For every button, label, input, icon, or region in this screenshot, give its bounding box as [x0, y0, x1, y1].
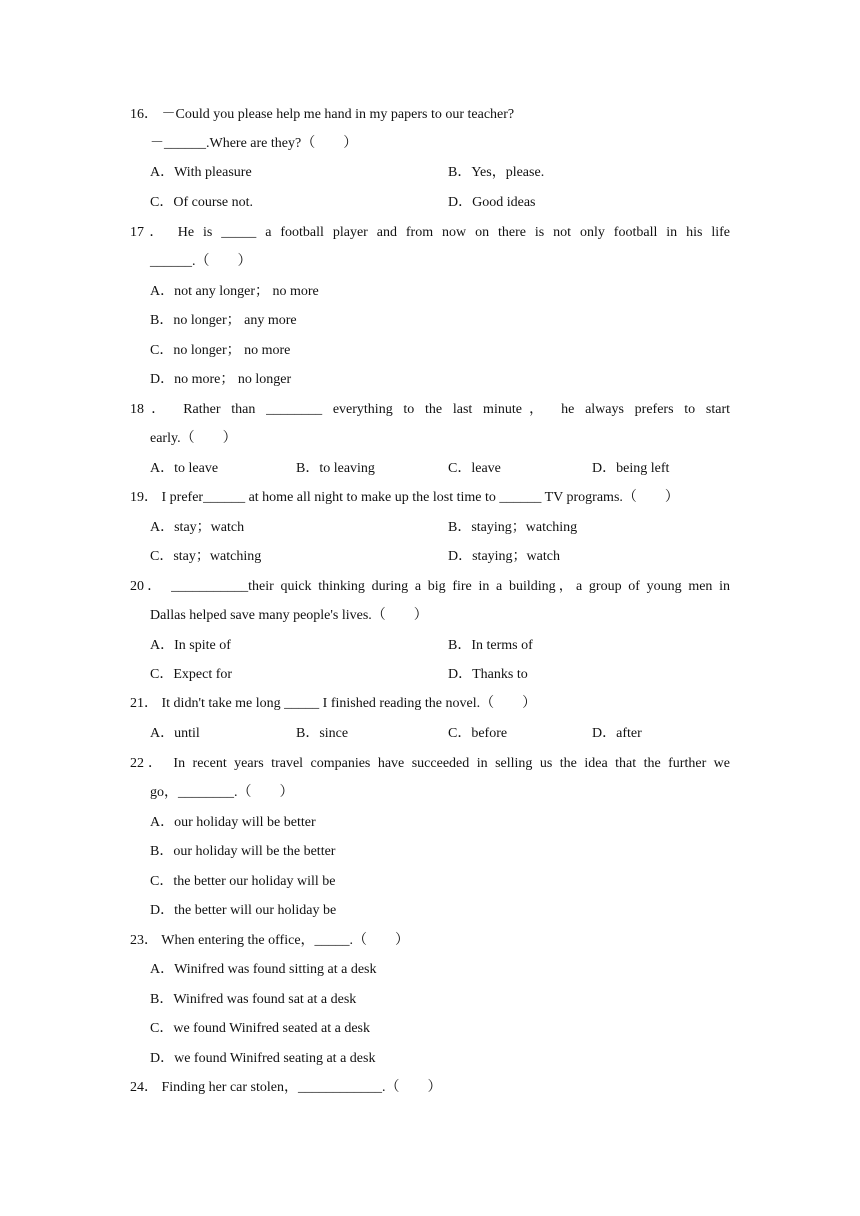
option-c: C．stay；watching [150, 549, 262, 564]
option-b: B．In terms of [448, 638, 533, 653]
question-16-stem [130, 106, 514, 124]
question-22-stem-line-2: go，________.（ ） [150, 785, 294, 800]
option-a: A．In spite of [150, 638, 231, 653]
question-22-stem [130, 755, 730, 773]
option-b: B．staying；watching [448, 520, 578, 535]
option-d: D．the better will our holiday be [150, 903, 337, 918]
option-a: A．until [150, 726, 200, 741]
option-d: D．after [592, 726, 642, 741]
question-19-stem [130, 489, 679, 507]
question-number: 18． [130, 402, 173, 417]
option-a: A．With pleasure [150, 165, 252, 180]
question-17-stem [130, 224, 730, 242]
option-b: B．no longer； any more [150, 313, 297, 328]
question-16-stem-line-2: －______.Where are they?（ ） [150, 136, 358, 151]
option-a: A．our holiday will be better [150, 815, 316, 830]
question-number: 16． [130, 107, 158, 122]
question-24-stem [130, 1079, 441, 1097]
question-20-stem-line-2: Dallas helped save many people's lives.（ ） [150, 608, 428, 623]
question-text: He is _____ a football player and from now on there is not only football in his life [177, 225, 731, 240]
question-number: 17． [130, 225, 169, 240]
option-d: D．Thanks to [448, 667, 528, 682]
option-d: D．we found Winifred seating at a desk [150, 1051, 376, 1066]
option-b: B．our holiday will be the better [150, 844, 336, 859]
question-20-stem [130, 578, 730, 596]
question-text: ___________their quick thinking during a big fire in a building，a group of young men in [171, 579, 731, 594]
option-b: B．since [296, 726, 349, 741]
option-c: C．no longer； no more [150, 343, 291, 358]
question-23-stem [130, 932, 409, 950]
question-number: 19． [130, 490, 158, 505]
question-18-stem-line-2: early.（ ） [150, 431, 237, 446]
option-d: D．Good ideas [448, 195, 536, 210]
option-d: D．staying；watch [448, 549, 560, 564]
option-c: C．before [448, 726, 508, 741]
question-text: In recent years travel companies have succeeded in selling us the idea that the further we [173, 756, 731, 771]
question-17-stem-line-2: ______.（ ） [150, 254, 252, 269]
option-b: B．to leaving [296, 461, 375, 476]
option-c: C．leave [448, 461, 501, 476]
question-text: When entering the office，_____.（ ） [161, 933, 410, 948]
question-18-stem [130, 401, 730, 419]
option-b: B．Yes，please. [448, 165, 545, 180]
option-c: C．the better our holiday will be [150, 874, 336, 889]
question-number: 21． [130, 696, 158, 711]
question-text: Finding her car stolen，____________.（ ） [161, 1080, 442, 1095]
question-text: It didn't take me long _____ I finished reading the novel.（ ） [161, 696, 537, 711]
option-a: A．Winifred was found sitting at a desk [150, 962, 377, 977]
option-d: D．no more； no longer [150, 372, 292, 387]
question-number: 20． [130, 579, 165, 594]
option-d: D．being left [592, 461, 670, 476]
question-21-stem [130, 695, 536, 713]
option-c: C．Expect for [150, 667, 233, 682]
question-text: －Could you please help me hand in my papers to our teacher? [161, 107, 515, 122]
option-a: A．to leave [150, 461, 219, 476]
question-number: 24． [130, 1080, 158, 1095]
option-c: C．Of course not. [150, 195, 254, 210]
option-b: B．Winifred was found sat at a desk [150, 992, 357, 1007]
question-text: I prefer______ at home all night to make up the lost time to ______ TV programs.（ ） [161, 490, 679, 505]
option-c: C．we found Winifred seated at a desk [150, 1021, 371, 1036]
option-a: A．stay；watch [150, 520, 245, 535]
question-number: 23． [130, 933, 158, 948]
question-number: 22． [130, 756, 166, 771]
question-text: Rather than ________ everything to the last minute， he always prefers to start [183, 402, 730, 417]
option-a: A．not any longer； no more [150, 284, 319, 299]
